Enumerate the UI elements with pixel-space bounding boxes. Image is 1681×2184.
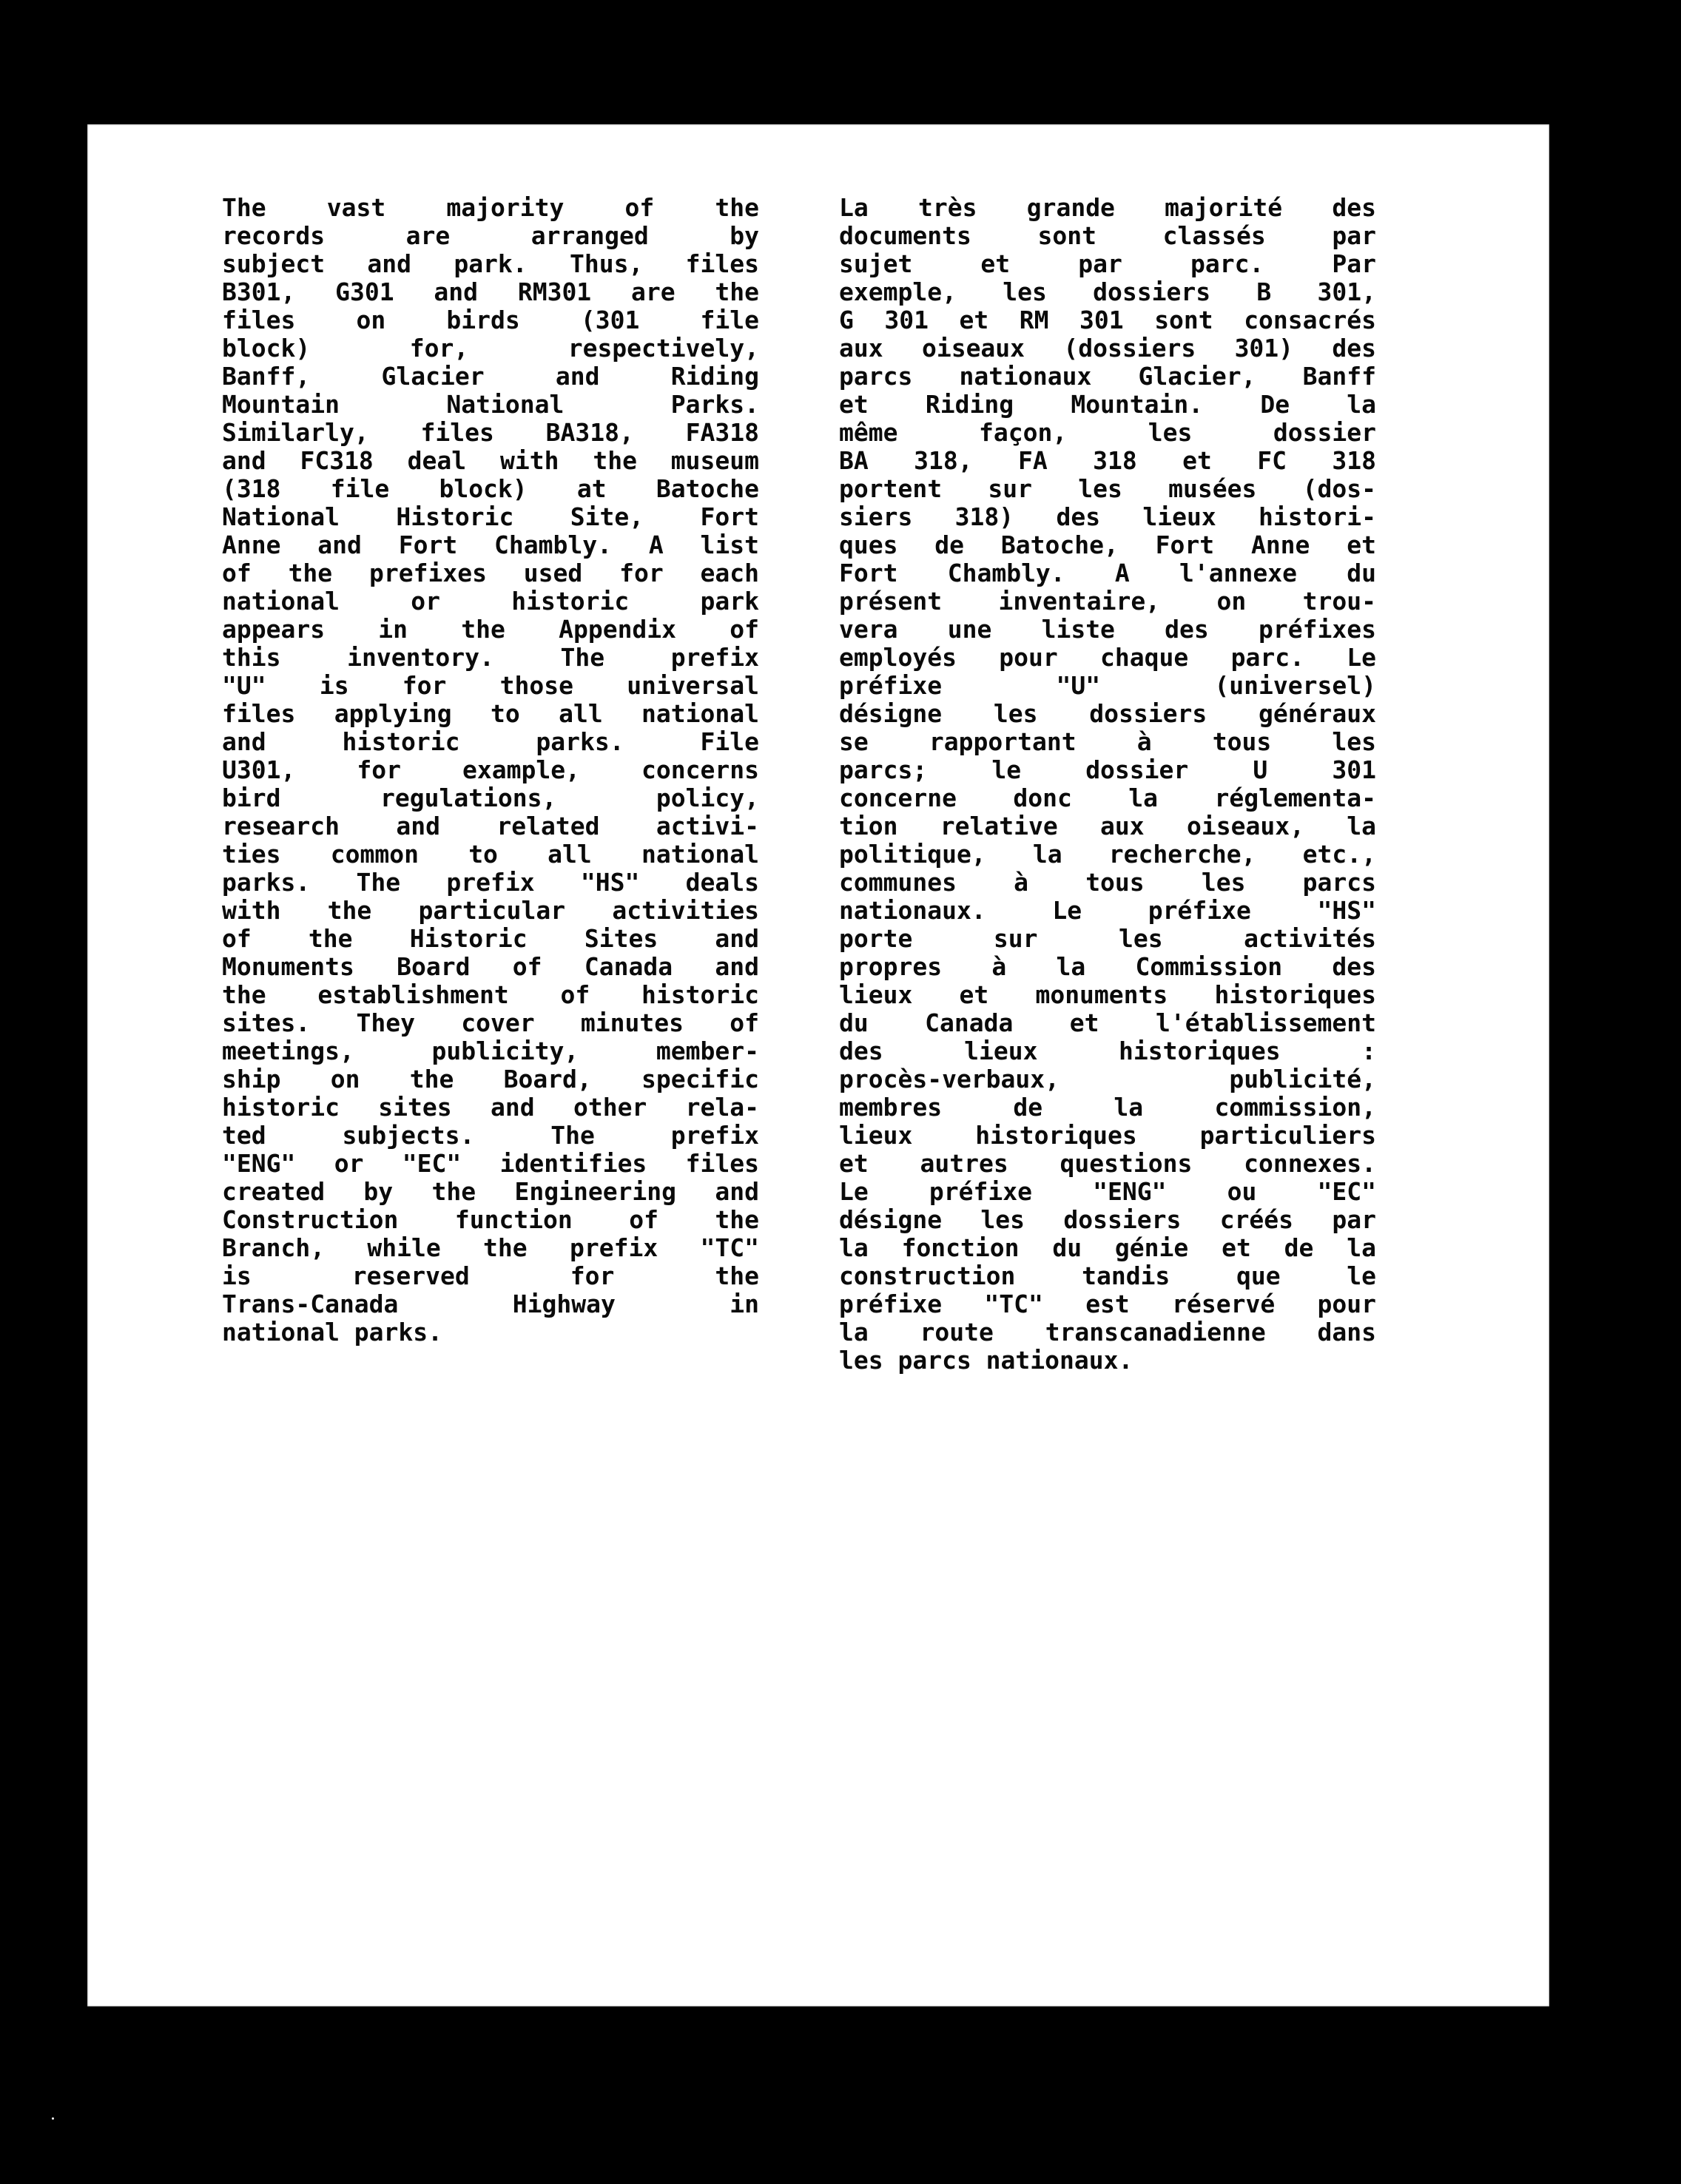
french-text-line: du Canada et l'établissement [839, 1008, 1376, 1037]
english-text-line: files applying to all national [222, 699, 759, 728]
english-text-line: parks. The prefix "HS" deals [222, 868, 759, 897]
english-text-line: appears in the Appendix of [222, 615, 759, 644]
french-text-line: employés pour chaque parc. Le [839, 643, 1376, 672]
french-text-line: parcs; le dossier U 301 [839, 755, 1376, 784]
french-text-line: concerne donc la réglementa- [839, 783, 1376, 812]
french-text-line: aux oiseaux (dossiers 301) des [839, 334, 1376, 363]
english-text-line: the establishment of historic [222, 980, 759, 1009]
english-text-line: U301, for example, concerns [222, 755, 759, 784]
french-text-line: communes à tous les parcs [839, 868, 1376, 897]
english-text-line: Anne and Fort Chambly. A list [222, 530, 759, 559]
english-text-line: ted subjects. The prefix [222, 1121, 759, 1150]
english-text-line: Monuments Board of Canada and [222, 952, 759, 981]
english-text-line: The vast majority of the [222, 193, 759, 222]
french-text-line: tion relative aux oiseaux, la [839, 812, 1376, 840]
english-text-column [222, 194, 759, 1347]
english-text-line: sites. They cover minutes of [222, 1008, 759, 1037]
english-text-line: Banff, Glacier and Riding [222, 362, 759, 391]
french-text-line: même façon, les dossier [839, 418, 1376, 447]
french-text-line: lieux et monuments historiques [839, 980, 1376, 1009]
english-text-line: historic sites and other rela- [222, 1093, 759, 1122]
french-text-line: lieux historiques particuliers [839, 1121, 1376, 1150]
english-text-line: files on birds (301 file [222, 306, 759, 334]
french-text-line: des lieux historiques : [839, 1037, 1376, 1065]
french-text-line: porte sur les activités [839, 924, 1376, 953]
french-text-line: se rapportant à tous les [839, 727, 1376, 756]
french-text-line: La très grande majorité des [839, 193, 1376, 222]
english-text-line: ties common to all national [222, 840, 759, 869]
french-text-line: parcs nationaux Glacier, Banff [839, 362, 1376, 391]
french-text-line: exemple, les dossiers B 301, [839, 277, 1376, 306]
english-text-line: this inventory. The prefix [222, 643, 759, 672]
french-text-column [839, 194, 1376, 1375]
french-text-line: ques de Batoche, Fort Anne et [839, 530, 1376, 559]
french-text-line: la route transcanadienne dans [839, 1318, 1376, 1347]
french-text-line: vera une liste des préfixes [839, 615, 1376, 644]
english-text-line: and historic parks. File [222, 727, 759, 756]
english-text-line: "ENG" or "EC" identifies files [222, 1149, 759, 1178]
french-text-line: désigne les dossiers généraux [839, 699, 1376, 728]
english-text-line: of the Historic Sites and [222, 924, 759, 953]
english-text-line: (318 file block) at Batoche [222, 474, 759, 503]
french-text-line: BA 318, FA 318 et FC 318 [839, 446, 1376, 475]
english-text-line: of the prefixes used for each [222, 559, 759, 587]
french-text-line: et autres questions connexes. [839, 1149, 1376, 1178]
english-text-line: Trans-Canada Highway in [222, 1290, 759, 1318]
english-text-line: bird regulations, policy, [222, 783, 759, 812]
english-text-line: "U" is for those universal [222, 671, 759, 700]
english-text-line: subject and park. Thus, files [222, 249, 759, 278]
french-text-line: Fort Chambly. A l'annexe du [839, 559, 1376, 587]
french-text-line: la fonction du génie et de la [839, 1233, 1376, 1262]
english-text-line: block) for, respectively, [222, 334, 759, 363]
french-text-line: préfixe "TC" est réservé pour [839, 1290, 1376, 1318]
english-text-line: and FC318 deal with the museum [222, 446, 759, 475]
english-text-line: Branch, while the prefix "TC" [222, 1233, 759, 1262]
french-text-line: et Riding Mountain. De la [839, 390, 1376, 419]
french-text-line: procès-verbaux, publicité, [839, 1065, 1376, 1093]
english-text-line: B301, G301 and RM301 are the [222, 277, 759, 306]
english-text-line: ship on the Board, specific [222, 1065, 759, 1093]
french-text-line: documents sont classés par [839, 221, 1376, 250]
french-text-line: G 301 et RM 301 sont consacrés [839, 306, 1376, 334]
english-text-line: Similarly, files BA318, FA318 [222, 418, 759, 447]
english-text-line: Mountain National Parks. [222, 390, 759, 419]
french-text-line: siers 318) des lieux histori- [839, 502, 1376, 531]
french-text-line: Le préfixe "ENG" ou "EC" [839, 1177, 1376, 1206]
french-text-line: nationaux. Le préfixe "HS" [839, 896, 1376, 925]
english-text-line: research and related activi- [222, 812, 759, 840]
french-text-line: politique, la recherche, etc., [839, 840, 1376, 869]
french-text-line: préfixe "U" (universel) [839, 671, 1376, 700]
french-text-line: construction tandis que le [839, 1261, 1376, 1290]
english-text-line: is reserved for the [222, 1261, 759, 1290]
english-text-line: National Historic Site, Fort [222, 502, 759, 531]
french-text-line: membres de la commission, [839, 1093, 1376, 1122]
english-text-line: records are arranged by [222, 221, 759, 250]
english-text-line: with the particular activities [222, 896, 759, 925]
french-text-line: présent inventaire, on trou- [839, 587, 1376, 616]
english-text-line: national parks. [222, 1318, 443, 1347]
english-text-line: national or historic park [222, 587, 759, 616]
scan-speck [52, 2117, 54, 2120]
english-text-line: created by the Engineering and [222, 1177, 759, 1206]
french-text-line: propres à la Commission des [839, 952, 1376, 981]
french-text-line: les parcs nationaux. [839, 1346, 1133, 1375]
english-text-line: meetings, publicity, member- [222, 1037, 759, 1065]
french-text-line: sujet et par parc. Par [839, 249, 1376, 278]
english-text-line: Construction function of the [222, 1205, 759, 1234]
french-text-line: désigne les dossiers créés par [839, 1205, 1376, 1234]
french-text-line: portent sur les musées (dos- [839, 474, 1376, 503]
